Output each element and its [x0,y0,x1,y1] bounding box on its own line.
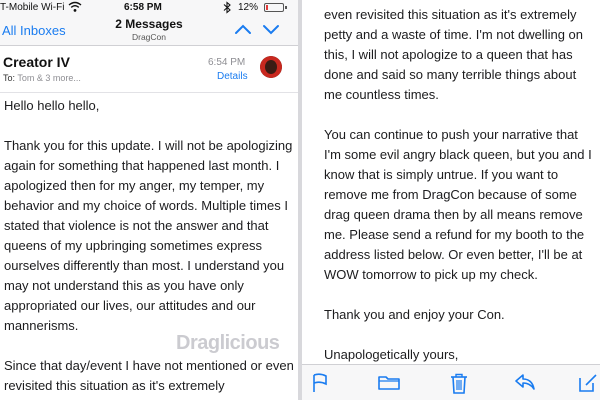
chevron-up-icon[interactable] [234,22,252,40]
reply-icon[interactable] [514,373,536,396]
battery-nub [285,6,287,9]
all-inboxes-back-button[interactable]: All Inboxes [2,23,66,38]
battery-fill [266,5,268,10]
sender-name: Creator IV [3,54,70,70]
bluetooth-icon [222,1,232,17]
body-paragraph: Thank you and enjoy your Con. [324,307,505,322]
recipient-line[interactable] [3,73,81,83]
avatar-face [265,60,277,74]
to-label: To: [3,73,16,83]
draglicious-watermark: Draglicious [176,332,280,354]
bottom-toolbar [302,364,600,400]
recipients: Tom & 3 more... [17,73,81,83]
body-paragraph: even revisited this situation as it's extremely petty and a waste of time. I'm not dwelling on this, I will not apologize to a queen that has done and said so many terrible things about me countless times. [324,7,584,102]
details-link[interactable]: Details [217,71,248,82]
thread-subtitle: DragCon [131,32,167,42]
battery-icon [264,3,284,12]
email-header [0,47,298,93]
carrier-label: T-Mobile Wi-Fi [0,2,65,13]
email-body-right [324,5,596,400]
nav-bar [0,16,298,46]
email-time: 6:54 PM [208,57,246,68]
right-email-panel [302,0,600,400]
chevron-down-icon[interactable] [262,22,280,40]
body-paragraph: Hello hello hello, [4,98,100,113]
battery-percent: 12% [238,2,259,13]
status-bar [0,0,298,16]
flag-icon[interactable] [312,373,328,398]
trash-icon[interactable] [450,373,468,400]
status-time: 6:58 PM [124,2,162,13]
wifi-icon [68,1,82,16]
body-paragraph: Since that day/event I have not mentioned or even revisited this situation as it's extremely [4,358,294,393]
body-paragraph: You can continue to push your narrative that I'm some evil angry black queen, but you and I know that is simply untrue. If you want to remove me from DragCon because of some drag queen drama then by all means remove me. Please send a refund for my booth to the address listed below. Or even better, I'll be at WOW tomorrow to pick up my check. [324,127,592,282]
body-paragraph: Thank you for this update. I will not be apologizing again for something that happened last month. I apologized then for my anger, my temper, my behavior and my choice of words. Multiple times I stated that violence is not the answer and that queens of my upbringing sometimes express ourselves differently than most. I understand you may not understand this as you have only appropriated our lives, our attitudes and our mannerisms. [4,138,293,333]
body-paragraph: Unapologetically yours, [324,347,459,362]
thread-title: 2 Messages [115,17,183,31]
left-email-panel [0,0,298,400]
folder-icon[interactable] [378,373,400,396]
avatar[interactable] [260,56,282,78]
compose-icon[interactable] [578,373,598,398]
